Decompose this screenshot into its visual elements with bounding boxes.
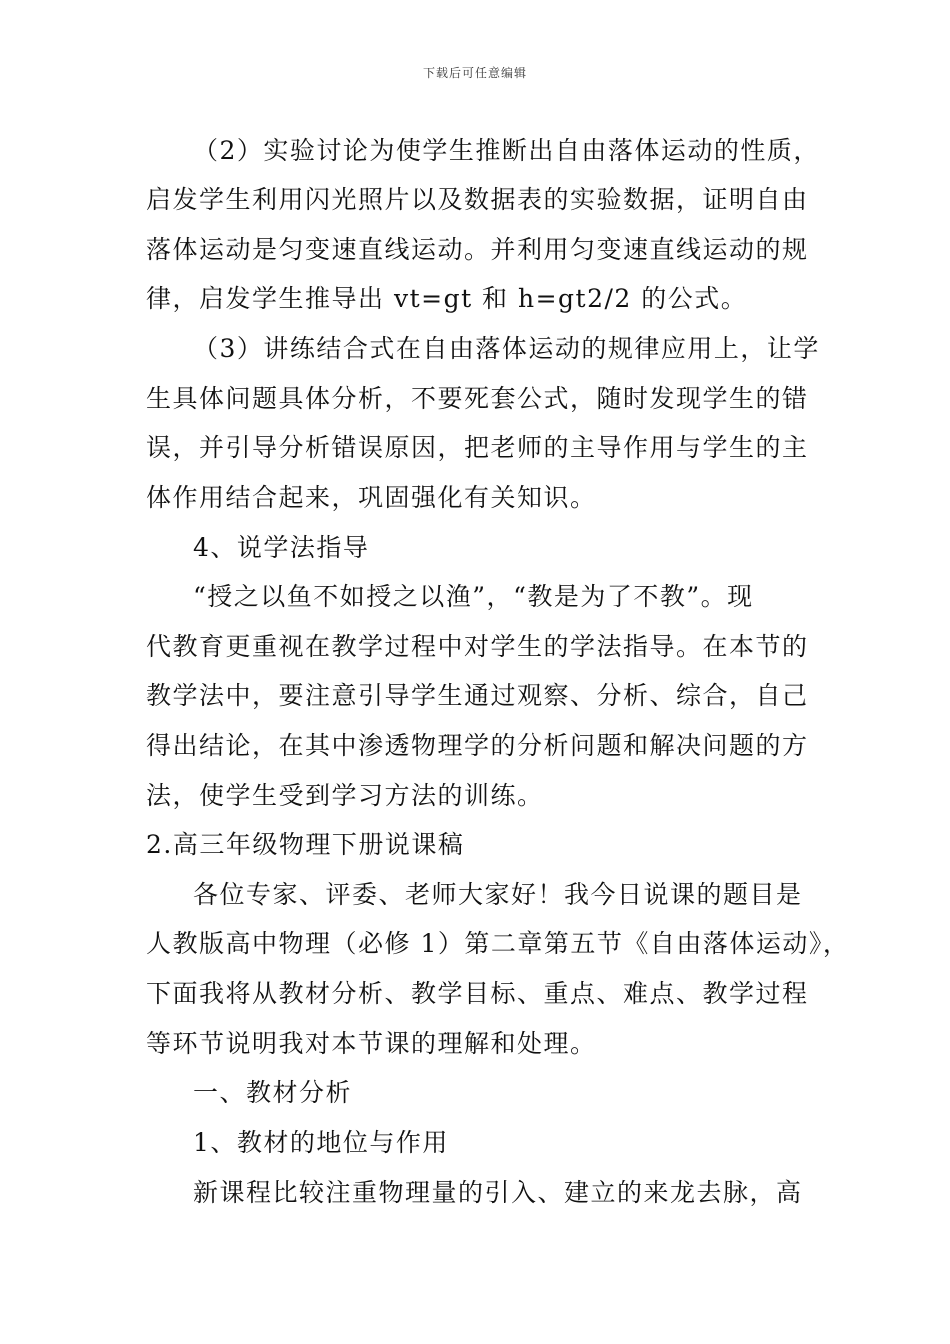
paragraph-line: 新课程比较注重物理量的引入、建立的来龙去脉，高 — [193, 1178, 803, 1207]
paragraph-line: 下面我将从教材分析、教学目标、重点、难点、教学过程 — [146, 979, 809, 1008]
paragraph-line: 启发学生利用闪光照片以及数据表的实验数据，证明自由 — [146, 185, 809, 214]
paragraph-line: （2）实验讨论为使学生推断出自由落体运动的性质， — [193, 136, 820, 165]
paragraph-line: 各位专家、评委、老师大家好！我今日说课的题目是 — [193, 880, 803, 909]
paragraph-line: 代教育更重视在教学过程中对学生的学法指导。在本节的 — [146, 632, 809, 661]
paragraph-line: 教学法中，要注意引导学生通过观察、分析、综合，自己 — [146, 681, 809, 710]
section-heading: 一、教材分析 — [193, 1078, 353, 1107]
paragraph-line: 误，并引导分析错误原因，把老师的主导作用与学生的主 — [146, 433, 809, 462]
section-heading: 1、教材的地位与作用 — [193, 1128, 449, 1157]
paragraph-line: （3）讲练结合式在自由落体运动的规律应用上，让学 — [193, 334, 820, 363]
paragraph-line: 生具体问题具体分析，不要死套公式，随时发现学生的错 — [146, 384, 809, 413]
paragraph-line: 得出结论，在其中渗透物理学的分析问题和解决问题的方 — [146, 731, 809, 760]
paragraph-line: “授之以鱼不如授之以渔”，“教是为了不教”。现 — [193, 582, 754, 611]
paragraph-line: 体作用结合起来，巩固强化有关知识。 — [146, 483, 597, 512]
paragraph-line: 人教版高中物理（必修 1）第二章第五节《自由落体运动》， — [146, 929, 850, 958]
paragraph-line: 落体运动是匀变速直线运动。并利用匀变速直线运动的规 — [146, 235, 809, 264]
section-heading: 4、说学法指导 — [193, 533, 370, 562]
paragraph-line: 法，使学生受到学习方法的训练。 — [146, 781, 544, 810]
paragraph-line: 律，启发学生推导出 vt=gt 和 h=gt2/2 的公式。 — [146, 284, 748, 313]
paragraph-line: 等环节说明我对本节课的理解和处理。 — [146, 1029, 597, 1058]
page-header: 下载后可任意编辑 — [422, 66, 527, 80]
document-title: 2.高三年级物理下册说课稿 — [146, 830, 465, 859]
